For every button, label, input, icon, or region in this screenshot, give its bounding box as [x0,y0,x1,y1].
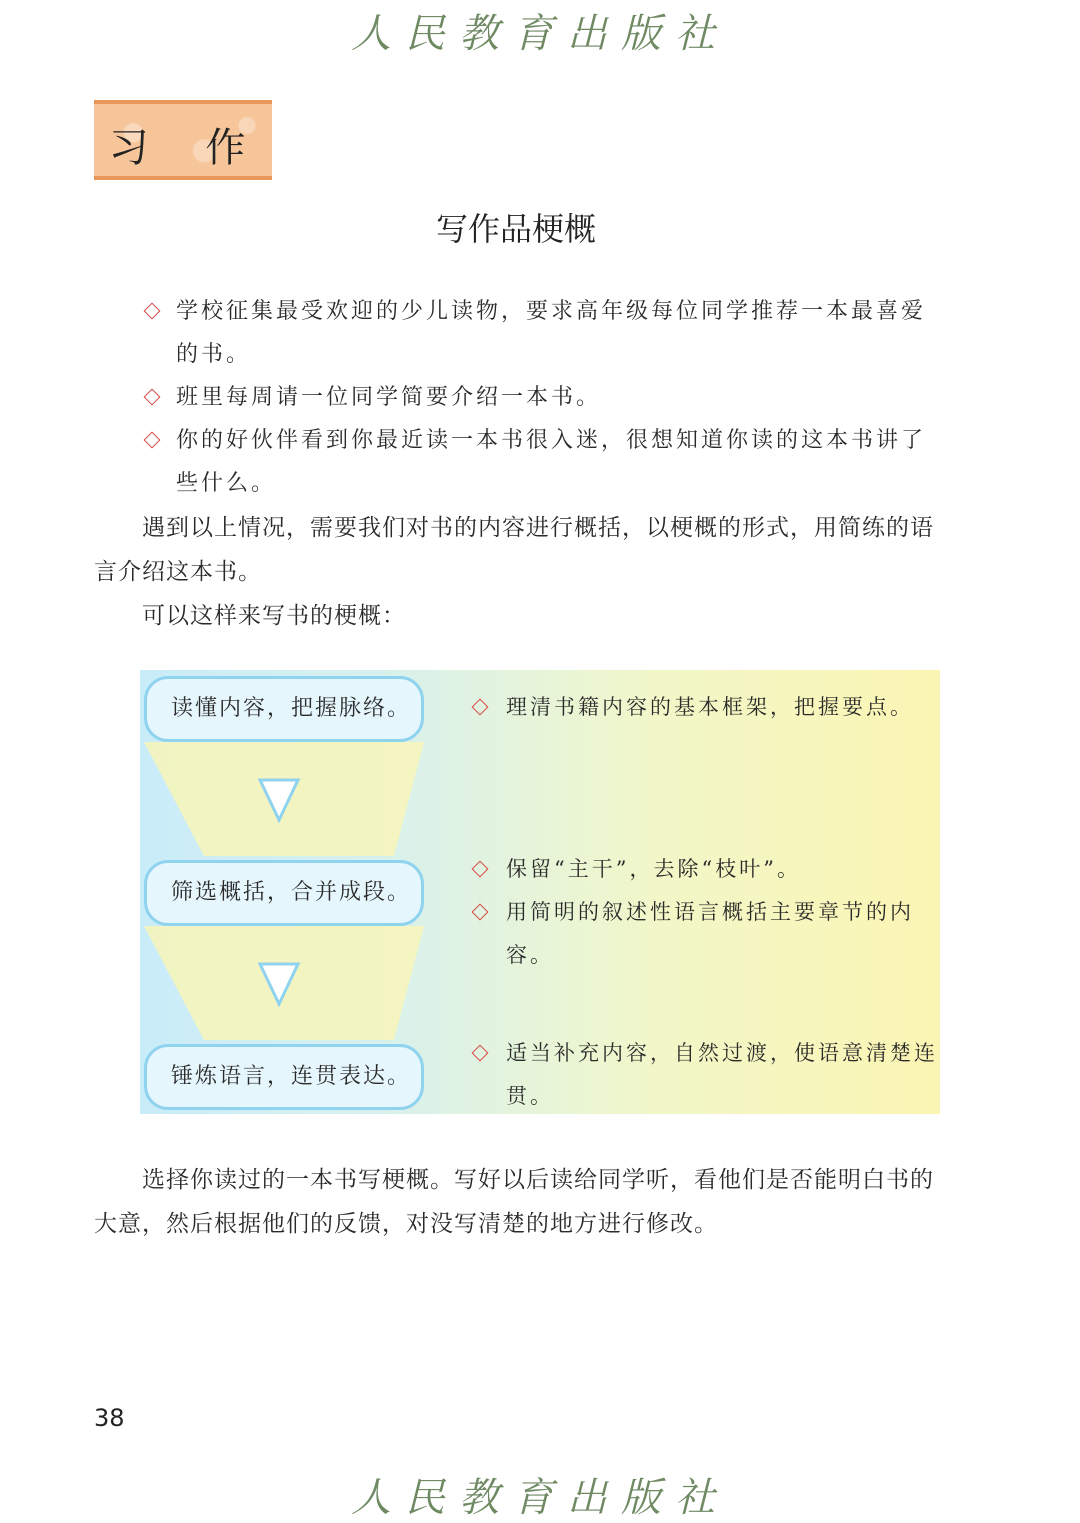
diamond-bullet-icon [472,904,489,921]
diamond-bullet-icon [144,389,161,406]
list-item-text: 班里每周请一位同学简要介绍一本书。 [176,385,602,410]
section-tag [94,100,272,180]
note-text: 用简明的叙述性语言概括主要章节的内容。 [506,900,914,967]
note-text: 适当补充内容，自然过渡，使语意清楚连贯。 [506,1041,938,1108]
method-diagram [140,670,940,1114]
list-item-text: 你的好伙伴看到你最近读一本书很入迷，很想知道你读的这本书讲了些什么。 [176,428,927,496]
intro-paragraph: 遇到以上情况，需要我们对书的内容进行概括，以梗概的形式，用简练的语言介绍这本书。 [94,515,934,585]
step-notes [468,1032,938,1118]
step-box: 锤炼语言，连贯表达。 [144,1044,424,1110]
step-notes [468,686,938,729]
diamond-bullet-icon [144,432,161,449]
diamond-bullet-icon [472,861,489,878]
step-box: 读懂内容，把握脉络。 [144,676,424,742]
list-item [140,419,950,505]
page-title: 写作品梗概 [435,210,596,248]
diamond-bullet-icon [472,699,489,716]
method-lead-paragraph: 可以这样来写书的梗概： [142,603,406,629]
section-tag-label: 习 作 [108,125,268,171]
note-item [468,686,938,729]
note-item [468,891,938,977]
note-text: 理清书籍内容的基本框架，把握要点。 [506,695,914,719]
diamond-bullet-icon [144,303,161,320]
publisher-watermark-top: 人民教育出版社 [351,11,729,57]
closing-paragraph: 选择你读过的一本书写梗概。写好以后读给同学听，看他们是否能明白书的大意，然后根据他们的反馈，对没写清楚的地方进行修改。 [94,1167,934,1237]
list-item [140,290,950,376]
diamond-bullet-icon [472,1045,489,1062]
list-item-text: 学校征集最受欢迎的少儿读物，要求高年级每位同学推荐一本最喜爱的书。 [176,299,927,367]
publisher-watermark-bottom: 人民教育出版社 [351,1475,729,1521]
note-item [468,1032,938,1118]
page-number: 38 [94,1404,125,1432]
step-notes [468,848,938,977]
note-text: 保留“主干”，去除“枝叶”。 [506,857,801,881]
step-box: 筛选概括，合并成段。 [144,860,424,926]
scenario-list [140,290,950,505]
list-item [140,376,950,419]
note-item [468,848,938,891]
